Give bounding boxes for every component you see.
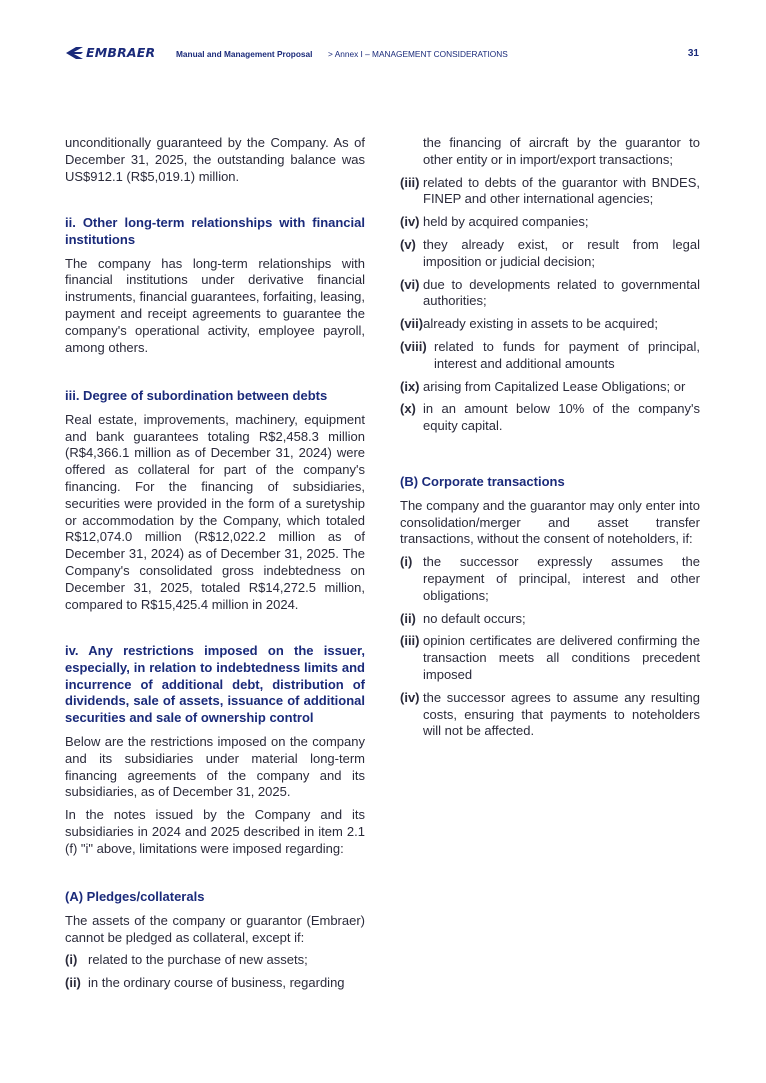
list-number: (x) bbox=[400, 401, 416, 417]
list-text: the financing of aircraft by the guarantor to other entity or in import/export transactions; bbox=[423, 135, 700, 167]
list-text: already existing in assets to be acquired; bbox=[423, 316, 658, 332]
left-column bbox=[65, 135, 365, 185]
paragraph: Below are the restrictions imposed on the company and its subsidiaries under material long-term financing agreements of the company and its subsidiaries, as of December 31, 2025. bbox=[65, 733, 365, 800]
paragraph: unconditionally guaranteed by the Company. As of December 31, 2025, the outstanding balance was US$912.1 (R$5,019.1) million. bbox=[65, 135, 365, 184]
paragraph: The assets of the company or guarantor (Embraer) cannot be pledged as collateral, except if: bbox=[65, 912, 365, 945]
section-heading-a: (A) Pledges/collaterals bbox=[65, 889, 205, 904]
paragraph: Real estate, improvements, machinery, equipment and bank guarantees totaling R$2,458.3 million (R$4,366.1 million as of December 31, 2024) were offered as collateral for part of the company's financing. For the financing of subsidiaries, securities were provided in the form of a suretyship or accommodation by the Company, which totaled R$12,074.0 million (R$12,022.2 million as of December 31, 2024) as of December 31, 2025. The Company's consolidated gross indebtedness on December 31, 2025, totaled R$14,272.5 million, compared to R$15,425.4 million in 2024. bbox=[65, 411, 365, 612]
list-number: (vii) bbox=[400, 316, 424, 332]
list-item-continuation bbox=[400, 135, 700, 169]
list-item bbox=[400, 690, 700, 740]
list-text: related to the purchase of new assets; bbox=[88, 952, 308, 968]
list-number: (ii) bbox=[65, 975, 81, 991]
list-item bbox=[400, 175, 700, 209]
logo-text: EMBRAER bbox=[86, 45, 156, 60]
paragraph: The company has long-term relationships with financial institutions under derivative financial instruments, financial guarantees, forfaiting, leasing, payment and receipt agreements to guarantee the company's operational activity, employee payroll, among others. bbox=[65, 255, 365, 355]
list-item bbox=[400, 237, 700, 271]
paragraph: In the notes issued by the Company and its subsidiaries in 2024 and 2025 described in item 2.1 (f) "i" above, limitations were imposed regarding: bbox=[65, 807, 365, 856]
section-heading-b: (B) Corporate transactions bbox=[400, 474, 565, 489]
list-item bbox=[400, 633, 700, 683]
page-number: 31 bbox=[687, 48, 699, 59]
list-item bbox=[400, 401, 700, 435]
right-column-section-b bbox=[400, 474, 700, 740]
list-item bbox=[65, 975, 365, 992]
section-heading-iv: iv. Any restrictions imposed on the issuer, especially, in relation to indebtedness limits and incurrence of additional debt, distribution of dividends, sale of assets, issuance of additional securities and sale of ownership control bbox=[65, 643, 365, 726]
list-text: related to funds for payment of principal, interest and additional amounts bbox=[434, 338, 700, 371]
embraer-logo bbox=[64, 45, 155, 60]
list-text: due to developments related to governmental authorities; bbox=[423, 276, 700, 309]
list-text: the successor agrees to assume any resulting costs, ensuring that payments to noteholders will not be affected. bbox=[423, 689, 700, 739]
list-text: opinion certificates are delivered confirming the transaction meets all conditions precedent imposed bbox=[423, 633, 700, 682]
paragraph: The company and the guarantor may only enter into consolidation/merger and asset transfer transactions, without the consent of noteholders, if: bbox=[400, 497, 700, 547]
right-column bbox=[400, 135, 700, 435]
section-heading-ii: ii. Other long-term relationships with financial institutions bbox=[65, 215, 365, 247]
list-item bbox=[400, 277, 700, 311]
list-number: (viii) bbox=[400, 338, 427, 354]
list-number: (iii) bbox=[400, 174, 420, 190]
list-item bbox=[400, 339, 700, 373]
section-heading-iii: iii. Degree of subordination between debts bbox=[65, 388, 328, 403]
list-text: in an amount below 10% of the company's equity capital. bbox=[423, 401, 700, 434]
document-title: Manual and Management Proposal bbox=[176, 49, 313, 59]
list-number: (iii) bbox=[400, 633, 420, 649]
list-item bbox=[400, 379, 700, 396]
breadcrumb: > Annex I – MANAGEMENT CONSIDERATIONS bbox=[328, 49, 508, 59]
list-number: (i) bbox=[400, 554, 413, 570]
embraer-logo-icon bbox=[64, 46, 84, 60]
list-number: (iv) bbox=[400, 689, 420, 705]
list-number: (ii) bbox=[400, 610, 416, 626]
list-number: (i) bbox=[65, 952, 78, 968]
list-number: (iv) bbox=[400, 214, 420, 230]
list-item bbox=[400, 611, 700, 628]
list-item bbox=[65, 952, 365, 969]
list-number: (vi) bbox=[400, 276, 420, 292]
list-text: related to debts of the guarantor with BNDES, FINEP and other international agencies; bbox=[423, 174, 700, 207]
list-number: (ix) bbox=[400, 378, 420, 394]
list-text: arising from Capitalized Lease Obligations; or bbox=[423, 378, 686, 394]
left-column-section-a bbox=[65, 889, 365, 992]
list-item bbox=[400, 554, 700, 604]
list-text: no default occurs; bbox=[423, 610, 526, 626]
left-column-section-ii bbox=[65, 215, 365, 356]
list-text: held by acquired companies; bbox=[423, 214, 589, 230]
list-text: they already exist, or result from legal imposition or judicial decision; bbox=[423, 236, 700, 269]
left-column-section-iii bbox=[65, 388, 365, 613]
list-text: the successor expressly assumes the repayment of principal, interest and other obligations; bbox=[423, 554, 700, 603]
list-number: (v) bbox=[400, 236, 416, 252]
list-item bbox=[400, 316, 700, 333]
list-text: in the ordinary course of business, regarding bbox=[88, 975, 345, 991]
list-item bbox=[400, 214, 700, 231]
left-column-section-iv bbox=[65, 643, 365, 858]
page-header bbox=[64, 44, 704, 66]
